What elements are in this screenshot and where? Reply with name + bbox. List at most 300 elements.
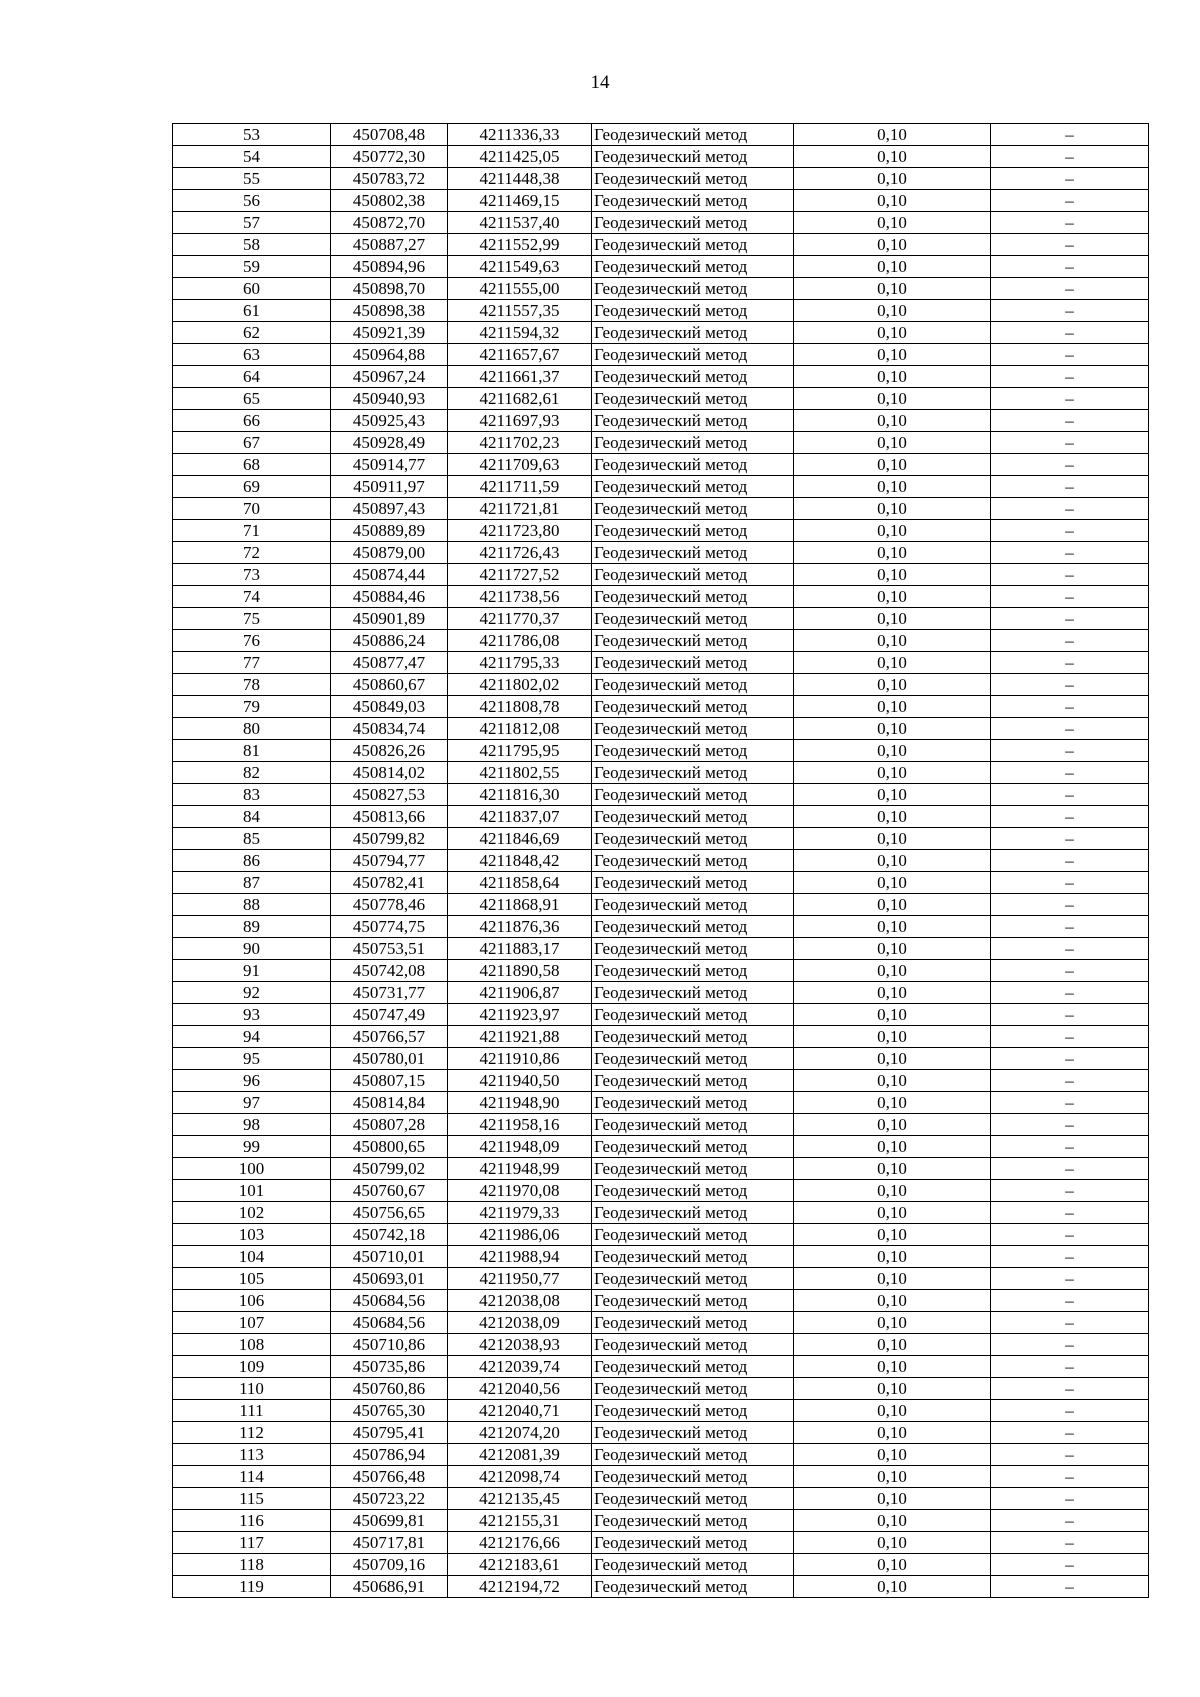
method-cell: Геодезический метод	[592, 762, 794, 784]
point-number-cell: 67	[173, 432, 331, 454]
description-cell: –	[991, 586, 1149, 608]
point-number-cell: 66	[173, 410, 331, 432]
accuracy-cell: 0,10	[794, 1246, 991, 1268]
x-coordinate-cell: 450760,67	[331, 1180, 448, 1202]
accuracy-cell: 0,10	[794, 256, 991, 278]
x-coordinate-cell: 450723,22	[331, 1488, 448, 1510]
table-row	[173, 476, 1149, 498]
accuracy-cell: 0,10	[794, 608, 991, 630]
point-number-cell: 76	[173, 630, 331, 652]
table-row	[173, 256, 1149, 278]
page-number: 14	[590, 72, 610, 93]
accuracy-cell: 0,10	[794, 1312, 991, 1334]
point-number-cell: 69	[173, 476, 331, 498]
y-coordinate-cell: 4211549,63	[448, 256, 592, 278]
description-cell: –	[991, 762, 1149, 784]
x-coordinate-cell: 450886,24	[331, 630, 448, 652]
x-coordinate-cell: 450914,77	[331, 454, 448, 476]
method-cell: Геодезический метод	[592, 1048, 794, 1070]
point-number-cell: 95	[173, 1048, 331, 1070]
accuracy-cell: 0,10	[794, 234, 991, 256]
x-coordinate-cell: 450898,38	[331, 300, 448, 322]
table-row	[173, 1400, 1149, 1422]
description-cell: –	[991, 740, 1149, 762]
accuracy-cell: 0,10	[794, 1114, 991, 1136]
y-coordinate-cell: 4211858,64	[448, 872, 592, 894]
table-row	[173, 146, 1149, 168]
x-coordinate-cell: 450874,44	[331, 564, 448, 586]
table-row	[173, 1158, 1149, 1180]
x-coordinate-cell: 450897,43	[331, 498, 448, 520]
accuracy-cell: 0,10	[794, 1070, 991, 1092]
y-coordinate-cell: 4211555,00	[448, 278, 592, 300]
description-cell: –	[991, 1004, 1149, 1026]
method-cell: Геодезический метод	[592, 1422, 794, 1444]
x-coordinate-cell: 450834,74	[331, 718, 448, 740]
table-row	[173, 1466, 1149, 1488]
point-number-cell: 119	[173, 1576, 331, 1598]
x-coordinate-cell: 450940,93	[331, 388, 448, 410]
x-coordinate-cell: 450684,56	[331, 1290, 448, 1312]
point-number-cell: 71	[173, 520, 331, 542]
x-coordinate-cell: 450889,89	[331, 520, 448, 542]
y-coordinate-cell: 4211469,15	[448, 190, 592, 212]
accuracy-cell: 0,10	[794, 1466, 991, 1488]
x-coordinate-cell: 450799,02	[331, 1158, 448, 1180]
table-row	[173, 960, 1149, 982]
description-cell: –	[991, 454, 1149, 476]
description-cell: –	[991, 718, 1149, 740]
y-coordinate-cell: 4211802,55	[448, 762, 592, 784]
x-coordinate-cell: 450814,02	[331, 762, 448, 784]
description-cell: –	[991, 1290, 1149, 1312]
description-cell: –	[991, 982, 1149, 1004]
description-cell: –	[991, 960, 1149, 982]
accuracy-cell: 0,10	[794, 1510, 991, 1532]
x-coordinate-cell: 450772,30	[331, 146, 448, 168]
point-number-cell: 103	[173, 1224, 331, 1246]
table-row	[173, 1356, 1149, 1378]
method-cell: Геодезический метод	[592, 410, 794, 432]
x-coordinate-cell: 450802,38	[331, 190, 448, 212]
accuracy-cell: 0,10	[794, 586, 991, 608]
y-coordinate-cell: 4211802,02	[448, 674, 592, 696]
table-row	[173, 542, 1149, 564]
description-cell: –	[991, 894, 1149, 916]
y-coordinate-cell: 4211726,43	[448, 542, 592, 564]
method-cell: Геодезический метод	[592, 1290, 794, 1312]
y-coordinate-cell: 4211808,78	[448, 696, 592, 718]
description-cell: –	[991, 1114, 1149, 1136]
description-cell: –	[991, 696, 1149, 718]
point-number-cell: 106	[173, 1290, 331, 1312]
point-number-cell: 86	[173, 850, 331, 872]
accuracy-cell: 0,10	[794, 168, 991, 190]
table-row	[173, 1422, 1149, 1444]
y-coordinate-cell: 4211552,99	[448, 234, 592, 256]
y-coordinate-cell: 4211795,33	[448, 652, 592, 674]
description-cell: –	[991, 366, 1149, 388]
table-row	[173, 1202, 1149, 1224]
point-number-cell: 101	[173, 1180, 331, 1202]
table-row	[173, 410, 1149, 432]
y-coordinate-cell: 4211723,80	[448, 520, 592, 542]
point-number-cell: 107	[173, 1312, 331, 1334]
table-row	[173, 872, 1149, 894]
description-cell: –	[991, 1510, 1149, 1532]
description-cell: –	[991, 1444, 1149, 1466]
point-number-cell: 105	[173, 1268, 331, 1290]
x-coordinate-cell: 450717,81	[331, 1532, 448, 1554]
description-cell: –	[991, 278, 1149, 300]
y-coordinate-cell: 4212038,08	[448, 1290, 592, 1312]
x-coordinate-cell: 450964,88	[331, 344, 448, 366]
accuracy-cell: 0,10	[794, 850, 991, 872]
description-cell: –	[991, 168, 1149, 190]
method-cell: Геодезический метод	[592, 432, 794, 454]
table-row	[173, 1334, 1149, 1356]
method-cell: Геодезический метод	[592, 322, 794, 344]
accuracy-cell: 0,10	[794, 1136, 991, 1158]
point-number-cell: 83	[173, 784, 331, 806]
point-number-cell: 100	[173, 1158, 331, 1180]
point-number-cell: 97	[173, 1092, 331, 1114]
description-cell: –	[991, 608, 1149, 630]
y-coordinate-cell: 4211816,30	[448, 784, 592, 806]
description-cell: –	[991, 784, 1149, 806]
y-coordinate-cell: 4212039,74	[448, 1356, 592, 1378]
table-row	[173, 784, 1149, 806]
y-coordinate-cell: 4211846,69	[448, 828, 592, 850]
coordinates-table	[172, 123, 1149, 1598]
method-cell: Геодезический метод	[592, 1466, 794, 1488]
y-coordinate-cell: 4211709,63	[448, 454, 592, 476]
point-number-cell: 118	[173, 1554, 331, 1576]
table-row	[173, 586, 1149, 608]
description-cell: –	[991, 828, 1149, 850]
y-coordinate-cell: 4211721,81	[448, 498, 592, 520]
description-cell: –	[991, 1334, 1149, 1356]
x-coordinate-cell: 450877,47	[331, 652, 448, 674]
description-cell: –	[991, 1048, 1149, 1070]
x-coordinate-cell: 450827,53	[331, 784, 448, 806]
method-cell: Геодезический метод	[592, 828, 794, 850]
table-row	[173, 300, 1149, 322]
point-number-cell: 96	[173, 1070, 331, 1092]
method-cell: Геодезический метод	[592, 784, 794, 806]
point-number-cell: 59	[173, 256, 331, 278]
x-coordinate-cell: 450814,84	[331, 1092, 448, 1114]
accuracy-cell: 0,10	[794, 564, 991, 586]
method-cell: Геодезический метод	[592, 1070, 794, 1092]
method-cell: Геодезический метод	[592, 564, 794, 586]
x-coordinate-cell: 450911,97	[331, 476, 448, 498]
x-coordinate-cell: 450887,27	[331, 234, 448, 256]
y-coordinate-cell: 4211557,35	[448, 300, 592, 322]
accuracy-cell: 0,10	[794, 1400, 991, 1422]
accuracy-cell: 0,10	[794, 124, 991, 146]
y-coordinate-cell: 4211770,37	[448, 608, 592, 630]
accuracy-cell: 0,10	[794, 1488, 991, 1510]
y-coordinate-cell: 4211848,42	[448, 850, 592, 872]
description-cell: –	[991, 1400, 1149, 1422]
table-row	[173, 520, 1149, 542]
accuracy-cell: 0,10	[794, 520, 991, 542]
method-cell: Геодезический метод	[592, 938, 794, 960]
method-cell: Геодезический метод	[592, 806, 794, 828]
method-cell: Геодезический метод	[592, 124, 794, 146]
point-number-cell: 88	[173, 894, 331, 916]
point-number-cell: 114	[173, 1466, 331, 1488]
method-cell: Геодезический метод	[592, 366, 794, 388]
accuracy-cell: 0,10	[794, 498, 991, 520]
accuracy-cell: 0,10	[794, 300, 991, 322]
table-row	[173, 762, 1149, 784]
description-cell: –	[991, 1422, 1149, 1444]
x-coordinate-cell: 450735,86	[331, 1356, 448, 1378]
accuracy-cell: 0,10	[794, 212, 991, 234]
table-row	[173, 1180, 1149, 1202]
accuracy-cell: 0,10	[794, 278, 991, 300]
point-number-cell: 63	[173, 344, 331, 366]
x-coordinate-cell: 450795,41	[331, 1422, 448, 1444]
accuracy-cell: 0,10	[794, 476, 991, 498]
point-number-cell: 77	[173, 652, 331, 674]
table-row	[173, 894, 1149, 916]
description-cell: –	[991, 190, 1149, 212]
method-cell: Геодезический метод	[592, 1400, 794, 1422]
method-cell: Геодезический метод	[592, 1510, 794, 1532]
point-number-cell: 72	[173, 542, 331, 564]
accuracy-cell: 0,10	[794, 1048, 991, 1070]
x-coordinate-cell: 450742,08	[331, 960, 448, 982]
point-number-cell: 56	[173, 190, 331, 212]
accuracy-cell: 0,10	[794, 674, 991, 696]
accuracy-cell: 0,10	[794, 190, 991, 212]
y-coordinate-cell: 4211876,36	[448, 916, 592, 938]
point-number-cell: 57	[173, 212, 331, 234]
accuracy-cell: 0,10	[794, 1004, 991, 1026]
y-coordinate-cell: 4212040,56	[448, 1378, 592, 1400]
description-cell: –	[991, 1312, 1149, 1334]
table-row	[173, 454, 1149, 476]
table-row	[173, 608, 1149, 630]
method-cell: Геодезический метод	[592, 1026, 794, 1048]
point-number-cell: 113	[173, 1444, 331, 1466]
method-cell: Геодезический метод	[592, 190, 794, 212]
accuracy-cell: 0,10	[794, 1290, 991, 1312]
x-coordinate-cell: 450786,94	[331, 1444, 448, 1466]
accuracy-cell: 0,10	[794, 806, 991, 828]
table-row	[173, 388, 1149, 410]
description-cell: –	[991, 498, 1149, 520]
table-row	[173, 1246, 1149, 1268]
x-coordinate-cell: 450783,72	[331, 168, 448, 190]
x-coordinate-cell: 450686,91	[331, 1576, 448, 1598]
x-coordinate-cell: 450921,39	[331, 322, 448, 344]
method-cell: Геодезический метод	[592, 1268, 794, 1290]
y-coordinate-cell: 4211336,33	[448, 124, 592, 146]
x-coordinate-cell: 450747,49	[331, 1004, 448, 1026]
x-coordinate-cell: 450774,75	[331, 916, 448, 938]
accuracy-cell: 0,10	[794, 1224, 991, 1246]
x-coordinate-cell: 450826,26	[331, 740, 448, 762]
method-cell: Геодезический метод	[592, 718, 794, 740]
description-cell: –	[991, 630, 1149, 652]
x-coordinate-cell: 450928,49	[331, 432, 448, 454]
accuracy-cell: 0,10	[794, 784, 991, 806]
description-cell: –	[991, 1246, 1149, 1268]
description-cell: –	[991, 1136, 1149, 1158]
point-number-cell: 108	[173, 1334, 331, 1356]
table-row	[173, 1290, 1149, 1312]
x-coordinate-cell: 450693,01	[331, 1268, 448, 1290]
method-cell: Геодезический метод	[592, 872, 794, 894]
point-number-cell: 74	[173, 586, 331, 608]
y-coordinate-cell: 4212098,74	[448, 1466, 592, 1488]
accuracy-cell: 0,10	[794, 542, 991, 564]
table-row	[173, 718, 1149, 740]
y-coordinate-cell: 4212038,93	[448, 1334, 592, 1356]
x-coordinate-cell: 450756,65	[331, 1202, 448, 1224]
method-cell: Геодезический метод	[592, 1180, 794, 1202]
y-coordinate-cell: 4211958,16	[448, 1114, 592, 1136]
point-number-cell: 87	[173, 872, 331, 894]
point-number-cell: 115	[173, 1488, 331, 1510]
description-cell: –	[991, 476, 1149, 498]
method-cell: Геодезический метод	[592, 1488, 794, 1510]
y-coordinate-cell: 4212135,45	[448, 1488, 592, 1510]
accuracy-cell: 0,10	[794, 762, 991, 784]
point-number-cell: 89	[173, 916, 331, 938]
description-cell: –	[991, 1268, 1149, 1290]
accuracy-cell: 0,10	[794, 1356, 991, 1378]
point-number-cell: 58	[173, 234, 331, 256]
method-cell: Геодезический метод	[592, 1004, 794, 1026]
x-coordinate-cell: 450782,41	[331, 872, 448, 894]
point-number-cell: 92	[173, 982, 331, 1004]
table-row	[173, 498, 1149, 520]
table-row	[173, 1004, 1149, 1026]
y-coordinate-cell: 4211448,38	[448, 168, 592, 190]
x-coordinate-cell: 450901,89	[331, 608, 448, 630]
method-cell: Геодезический метод	[592, 850, 794, 872]
description-cell: –	[991, 564, 1149, 586]
point-number-cell: 79	[173, 696, 331, 718]
x-coordinate-cell: 450898,70	[331, 278, 448, 300]
y-coordinate-cell: 4211697,93	[448, 410, 592, 432]
accuracy-cell: 0,10	[794, 388, 991, 410]
method-cell: Геодезический метод	[592, 146, 794, 168]
point-number-cell: 84	[173, 806, 331, 828]
description-cell: –	[991, 256, 1149, 278]
point-number-cell: 75	[173, 608, 331, 630]
y-coordinate-cell: 4211837,07	[448, 806, 592, 828]
x-coordinate-cell: 450925,43	[331, 410, 448, 432]
method-cell: Геодезический метод	[592, 1246, 794, 1268]
x-coordinate-cell: 450778,46	[331, 894, 448, 916]
method-cell: Геодезический метод	[592, 520, 794, 542]
y-coordinate-cell: 4212176,66	[448, 1532, 592, 1554]
point-number-cell: 99	[173, 1136, 331, 1158]
method-cell: Геодезический метод	[592, 960, 794, 982]
accuracy-cell: 0,10	[794, 1092, 991, 1114]
x-coordinate-cell: 450879,00	[331, 542, 448, 564]
accuracy-cell: 0,10	[794, 630, 991, 652]
point-number-cell: 62	[173, 322, 331, 344]
table-row	[173, 674, 1149, 696]
table-row	[173, 1576, 1149, 1598]
y-coordinate-cell: 4212040,71	[448, 1400, 592, 1422]
table-row	[173, 806, 1149, 828]
method-cell: Геодезический метод	[592, 1092, 794, 1114]
table-row	[173, 1532, 1149, 1554]
y-coordinate-cell: 4211868,91	[448, 894, 592, 916]
point-number-cell: 94	[173, 1026, 331, 1048]
x-coordinate-cell: 450813,66	[331, 806, 448, 828]
accuracy-cell: 0,10	[794, 1532, 991, 1554]
method-cell: Геодезический метод	[592, 1224, 794, 1246]
x-coordinate-cell: 450709,16	[331, 1554, 448, 1576]
x-coordinate-cell: 450765,30	[331, 1400, 448, 1422]
accuracy-cell: 0,10	[794, 938, 991, 960]
y-coordinate-cell: 4211948,09	[448, 1136, 592, 1158]
method-cell: Геодезический метод	[592, 1312, 794, 1334]
table-row	[173, 850, 1149, 872]
table-row	[173, 168, 1149, 190]
accuracy-cell: 0,10	[794, 1026, 991, 1048]
table-row	[173, 1224, 1149, 1246]
method-cell: Геодезический метод	[592, 1136, 794, 1158]
method-cell: Геодезический метод	[592, 982, 794, 1004]
y-coordinate-cell: 4212081,39	[448, 1444, 592, 1466]
accuracy-cell: 0,10	[794, 1422, 991, 1444]
x-coordinate-cell: 450860,67	[331, 674, 448, 696]
table-row	[173, 124, 1149, 146]
method-cell: Геодезический метод	[592, 916, 794, 938]
coordinates-table-body	[173, 124, 1149, 1598]
table-row	[173, 564, 1149, 586]
description-cell: –	[991, 1488, 1149, 1510]
x-coordinate-cell: 450967,24	[331, 366, 448, 388]
description-cell: –	[991, 1378, 1149, 1400]
method-cell: Геодезический метод	[592, 1334, 794, 1356]
point-number-cell: 98	[173, 1114, 331, 1136]
description-cell: –	[991, 542, 1149, 564]
description-cell: –	[991, 938, 1149, 960]
point-number-cell: 117	[173, 1532, 331, 1554]
method-cell: Геодезический метод	[592, 498, 794, 520]
description-cell: –	[991, 124, 1149, 146]
table-row	[173, 828, 1149, 850]
point-number-cell: 68	[173, 454, 331, 476]
accuracy-cell: 0,10	[794, 1180, 991, 1202]
description-cell: –	[991, 850, 1149, 872]
table-row	[173, 1444, 1149, 1466]
method-cell: Геодезический метод	[592, 278, 794, 300]
x-coordinate-cell: 450807,15	[331, 1070, 448, 1092]
description-cell: –	[991, 1026, 1149, 1048]
y-coordinate-cell: 4211890,58	[448, 960, 592, 982]
table-row	[173, 432, 1149, 454]
point-number-cell: 70	[173, 498, 331, 520]
y-coordinate-cell: 4211940,50	[448, 1070, 592, 1092]
point-number-cell: 91	[173, 960, 331, 982]
description-cell: –	[991, 344, 1149, 366]
x-coordinate-cell: 450760,86	[331, 1378, 448, 1400]
y-coordinate-cell: 4211682,61	[448, 388, 592, 410]
y-coordinate-cell: 4211738,56	[448, 586, 592, 608]
